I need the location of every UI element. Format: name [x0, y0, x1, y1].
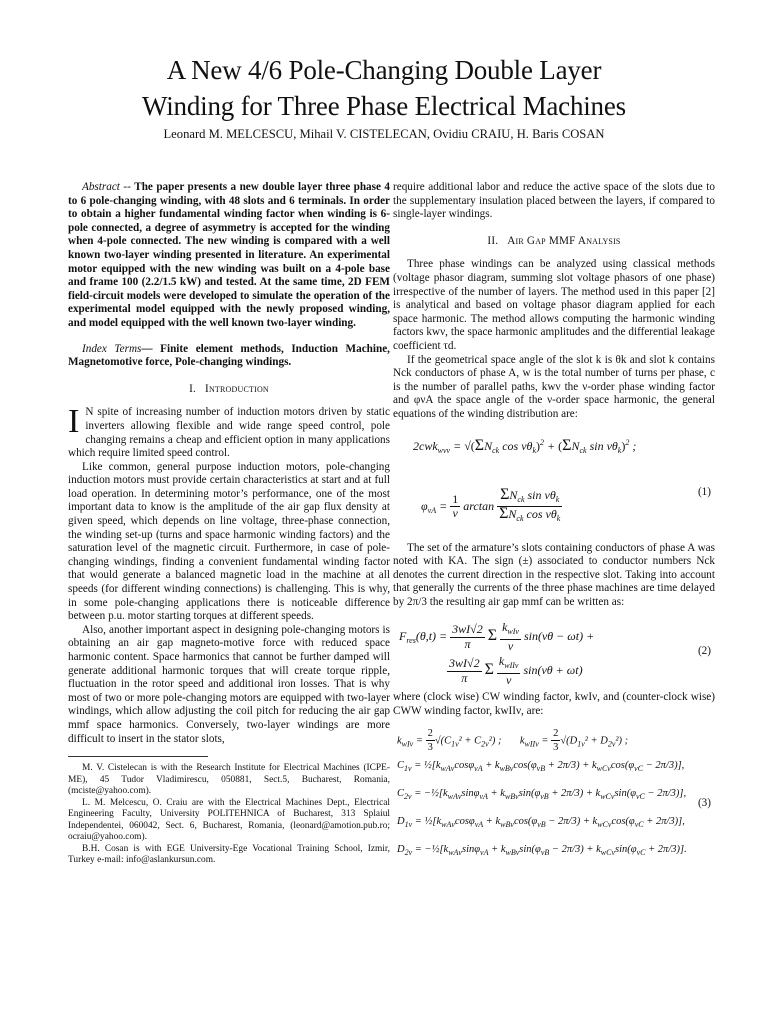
equation-3-line-3: $C_{2\nu}$ = $-\frac{1}{2}[k_{wA\nu}\sin\varphi_{\nu A} + k_{wB\nu}\sin(\varphi_{\nu B} + 2\pi/3) + k_{wC\nu}\sin(\varphi_{\nu C} - 2\pi/3)]$, [397, 787, 687, 801]
equation-2-line-2: $\frac{3wI√2}{\pi}$ Σ $\frac{k_{wII\nu}}{\nu}$ sin(νθ + ωt) [449, 654, 583, 688]
intro-paragraph-1: I N spite of increasing number of induction motors driven by static inverters allowing flexible and wide range speed control, pole changing remains a cheap and efficient option in many applications which require limited speed control. [68, 403, 390, 460]
equation-3-line-1: $k_{wI\nu}$ = $\frac{2}{3}$ $√(C_{1\nu}^2 + C_{2\nu}^2)$ ; $k_{wII\nu}$ = $\frac{2}{3}$ $√(D_{1\nu}^2 + D_{2\nu}^2)$ ; [397, 727, 629, 754]
equation-1 [393, 428, 715, 542]
index-terms-lead: Index Terms [82, 342, 142, 355]
drop-cap: I [68, 403, 80, 441]
right-column [393, 181, 715, 873]
index-terms-text: — Finite element methods, Induction Machine, Magnetomotive force, Pole-changing windings. [68, 342, 390, 369]
equation-number-1: (1) [697, 485, 711, 498]
mmf-paragraph-1: Three phase windings can be analyzed using classical methods (voltage phasor diagram, summing slot voltage phasors of one phase) irrespective of the number of layers. The method used in this paper [2] is analytical and based on voltage phasor diagram applied for each space harmonic. The method allows computing the harmonic winding factors kwν, the space harmonic amplitudes and the differential leakage coefficient τd. [393, 258, 715, 352]
footnote-rule [68, 756, 208, 757]
equation-number-2: (2) [697, 645, 711, 658]
equation-2 [393, 615, 715, 691]
equation-3-line-2: $C_{1\nu}$ = $\frac{1}{2}[k_{wA\nu}\cos\varphi_{\nu A} + k_{wB\nu}\cos(\varphi_{\nu B} + 2\pi/3) + k_{wC\nu}\cos(\varphi_{\nu C} - 2\pi/3)]$, [397, 759, 685, 773]
equation-3-line-5: $D_{2\nu}$ = $-\frac{1}{2}[k_{wA\nu}\sin\varphi_{\nu A} + k_{wB\nu}\sin(\varphi_{\nu B} - 2\pi/3) + k_{wC\nu}\sin(\varphi_{\nu C} + 2\pi/3)]$. [397, 843, 687, 857]
abstract-lead: Abstract [82, 181, 120, 193]
equation-3-line-4: $D_{1\nu}$ = $\frac{1}{2}[k_{wA\nu}\cos\varphi_{\nu A} + k_{wB\nu}\cos(\varphi_{\nu B} - 2\pi/3) + k_{wC\nu}\cos(\varphi_{\nu C} + 2\pi/3)]$, [397, 815, 685, 829]
index-terms [68, 343, 390, 370]
title-line-1: A New 4/6 Pole-Changing Double Layer [166, 55, 602, 85]
author-list: Leonard M. MELCESCU, Mihail V. CISTELECAN, Ovidiu CRAIU, H. Baris COSAN [163, 127, 605, 141]
equation-3 [393, 723, 715, 873]
title-line-2: Winding for Three Phase Electrical Machines [142, 91, 626, 121]
equation-1-line-2: $\varphi_{\nu A}$ = $\frac{1}{\nu}$ arctan $\frac{\Sigma N_{ck} \sin \nu\theta_k}{\Sigma N_{ck} \cos \nu\theta_k}$ [421, 485, 561, 524]
section-heading-air-gap: II. Air Gap MMF Analysis [487, 234, 621, 247]
intro-paragraph-3: Also, another important aspect in designing pole-changing motors is obtaining an air gap magneto-motive force with reduced space harmonic content. Space harmonics that cannot be further damped will generate additional harmonic torques that will create torque ripple, fluctuation in the rotor speed and additional iron losses. That is why most of two or more pole-changing motors are equipped with two-layer windings, which allow adjusting the coil pitch for reducing the air gap mmf space harmonics. Conversely, two-layer windings are more difficult to insert in the stator slots, [68, 623, 390, 745]
abstract: Abstract -- The paper presents a new double layer three phase 4 to 6 pole-changing winding, with 48 slots and 6 terminals. In order to obtain a higher fundamental winding factor when winding is 6-pole connected, a degree of asymmetry is accepted for the winding when 4-pole connected. The new winding is compared with a well known two-layer winding presented in literature. An experimental motor equipped with the new winding was built on a 4-pole base and frame 100 (2.2/1.5 kW) and tested. At the same time, 2D FEM field-circuit models were developed to simulate the operation of the experimental model equipped with the newly proposed winding, and model equipped with the well known two-layer winding. [68, 181, 390, 329]
mmf-paragraph-4: where (clock wise) CW winding factor, kwIν, and (counter-clock wise) CWW winding factor, kwIIν, are: [393, 691, 715, 718]
intro-paragraph-2: Like common, general purpose induction motors, pole-changing induction motors must provide certain characteristics at start and at full load operation. In determining motor’s performance, one of the most important data to know is the amplitude of the air gap flux density at given speed, which depends on line voltage, three-phase connection, the winding set-up (turns and space harmonic winding factors) and the saturation level of the magnetic circuit. Furthermore, in case of pole-changing windings, finding a convenient fundamental winding factor that would generate a balanced magnetic load in the machine at all speeds (for different winding connections) is challenging. This is why, in some pole-changing applications there is noticeable difference between p.u. motor starting torques at different speeds. [68, 460, 390, 623]
paper-title [0, 52, 768, 124]
left-column [68, 181, 390, 867]
mmf-paragraph-2: If the geometrical space angle of the slot k is θk and slot k contains Nck conductors of phase A, w is the total number of turns per phase, c is the number of parallel paths, kwν the ν-order phase winding factor and φνA the space angle of the ν-order space harmonic, the general equations of the winding distribution are: [393, 353, 715, 420]
equation-number-3: (3) [697, 796, 711, 809]
footnote-cistelecan: M. V. Cistelecan is with the Research Institute for Electrical Machines (ICPE-ME), 45 Tudor Vladimirescu, 050881, Sect.5, Bucharest, Romania, (mciste@yahoo.com). [68, 763, 390, 797]
intro-continuation: require additional labor and reduce the active space of the slots due to the supplementary insulation placed between the layers, if compared to single-layer windings. [393, 181, 715, 221]
equation-2-line-1: $F_{res}(\theta,t)$ = $\frac{3wI√2}{\pi}$ Σ $\frac{k_{wI\nu}}{\nu}$ sin(νθ − ωt) + [399, 620, 595, 654]
footnote-melcescu-craiu: L. M. Melcescu, O. Craiu are with the Electrical Machines Dept., Electrical Engineering Faculty, University POLITEHNICA of Bucharest, 313 Splaiul Independentei, 060042, Sect. 6, Bucharest, Romania, (leonard@amotion.pub.ro; ocraiu@yahoo.com). [68, 797, 390, 843]
abstract-text: The paper presents a new double layer three phase 4 to 6 pole-changing winding, with 48 slots and 6 terminals. In order to obtain a higher fundamental winding factor when winding is 6-pole connected, a degree of asymmetry is accepted for the winding when 4-pole connected. The new winding is compared with a well known two-layer winding presented in literature. An experimental motor equipped with the new winding was built on a 4-pole base and frame 100 (2.2/1.5 kW) and tested. At the same time, 2D FEM field-circuit models were developed to simulate the operation of the experimental model equipped with the newly proposed winding, and model equipped with the well known two-layer winding. [68, 181, 390, 329]
equation-1-line-1: $2cwk_{wvv} = √(\Sigma N_{ck}$ $\cos \nu\theta_k)^2 + (\Sigma N_{ck}$ $\sin \nu\theta_k)^2$ ; [413, 436, 637, 455]
mmf-paragraph-3: The set of the armature’s slots containing conductors of phase A was noted with KA. The sign (±) associated to conductor numbers Nck denotes the current direction in the respective slot. Taking into account that generally the currents of the three phase machines are time delayed by 2π/3 the resulting air gap mmf can be written as: [393, 541, 715, 608]
section-heading-introduction: I. Introduction [189, 382, 269, 395]
footnote-cosan: B.H. Cosan is with EGE University-Ege Vocational Training School, Izmir, Turkey e-mail: info@aslankursun.com. [68, 843, 390, 866]
